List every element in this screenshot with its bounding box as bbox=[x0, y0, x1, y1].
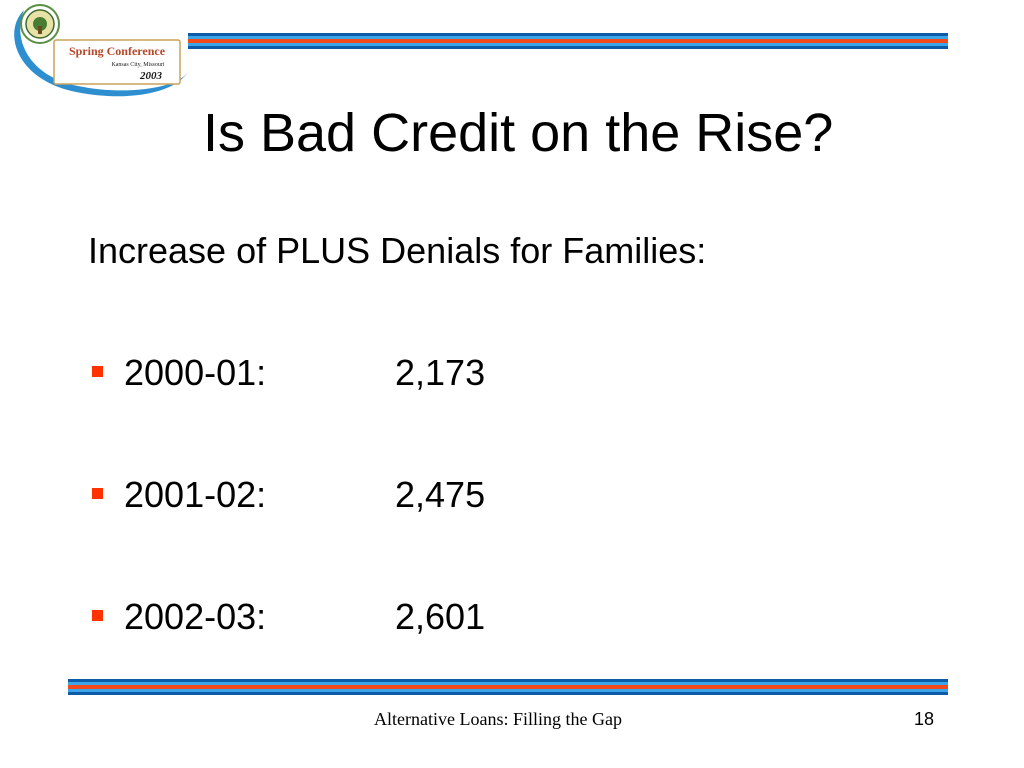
slide-subtitle: Increase of PLUS Denials for Families: bbox=[88, 230, 707, 271]
slide-title: Is Bad Credit on the Rise? bbox=[203, 103, 834, 163]
denial-count: 2,601 bbox=[395, 596, 486, 637]
page-number: 18 bbox=[914, 709, 935, 729]
academic-year: 2002-03: bbox=[124, 596, 267, 637]
header-divider bbox=[188, 33, 948, 51]
denial-count: 2,475 bbox=[395, 474, 486, 515]
square-bullet-icon bbox=[92, 366, 103, 377]
conference-logo bbox=[6, 2, 192, 106]
footer-divider bbox=[68, 679, 948, 697]
logo-title: Spring Conference bbox=[68, 44, 166, 58]
academic-year: 2001-02: bbox=[124, 474, 267, 515]
square-bullet-icon bbox=[92, 488, 103, 499]
academic-year: 2000-01: bbox=[124, 352, 267, 393]
square-bullet-icon bbox=[92, 610, 103, 621]
seal-icon bbox=[21, 5, 59, 43]
logo-year: 2003 bbox=[140, 70, 162, 82]
denial-count: 2,173 bbox=[395, 352, 486, 393]
logo-location: Kansas City, Missouri bbox=[111, 62, 165, 68]
footer-text: Alternative Loans: Filling the Gap bbox=[374, 709, 622, 729]
